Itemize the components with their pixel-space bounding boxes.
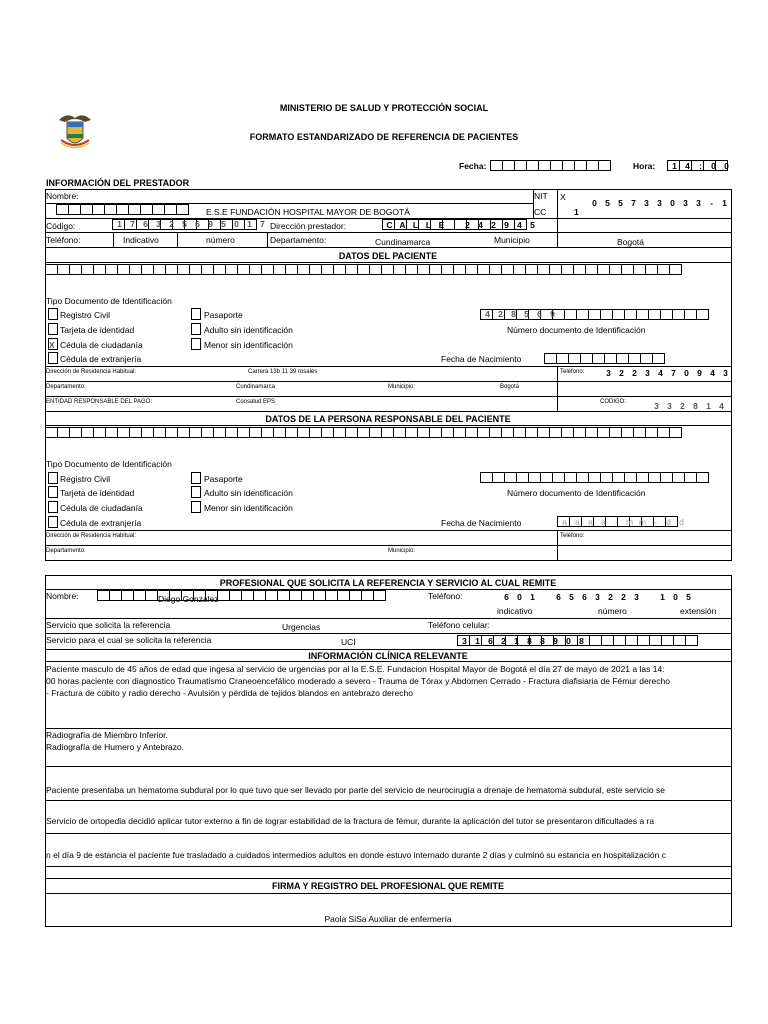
ministry-title: MINISTERIO DE SALUD Y PROTECCIÓN SOCIAL bbox=[279, 103, 489, 113]
numero-label: número bbox=[206, 235, 235, 245]
servicio-solicita-value: Urgencias bbox=[282, 622, 321, 632]
servicio-remite-label: Servicio para el cual se solicita la referencia bbox=[46, 635, 212, 645]
adulto-sin-id-label: Adulto sin identificación bbox=[204, 325, 293, 335]
resp-cedula-extranjeria-label: Cédula de extranjería bbox=[60, 518, 142, 528]
cedula-ciudadania-label: Cédula de ciudadanía bbox=[60, 340, 143, 350]
indicativo-label: Indicativo bbox=[123, 235, 159, 245]
paciente-municipio-label: Municipio: bbox=[388, 384, 416, 390]
cedula-extranjeria-checkbox[interactable] bbox=[48, 352, 58, 364]
paciente-residencia-value: Carrera 13b 11 39 rosales bbox=[248, 369, 318, 375]
paciente-codigo-label: CODIGO: bbox=[600, 399, 627, 405]
profesional-section-title: PROFESIONAL QUE SOLICITA LA REFERENCIA Y SERVICIO AL CUAL REMITE bbox=[219, 578, 557, 588]
prestador-nombre-label: Nombre: bbox=[46, 191, 79, 201]
resp-departamento-label: Departamento: bbox=[46, 548, 86, 554]
entidad-label: ENTIDAD RESPONSABLE DEL PAGO: bbox=[46, 399, 153, 405]
fecha-label: Fecha: bbox=[459, 161, 487, 171]
resp-registro-civil-checkbox[interactable] bbox=[48, 472, 58, 484]
resp-tarjeta-identidad-label: Tarjeta de identidad bbox=[60, 488, 135, 498]
paciente-doc-number-label: Número documento de Identificación bbox=[507, 325, 646, 335]
pasaporte-label: Pasaporte bbox=[204, 310, 243, 320]
estudios-line-2: Radiografía de Humero y Antebrazo. bbox=[46, 742, 184, 752]
resp-telefono-label: Teléfono: bbox=[560, 533, 585, 539]
resp-adulto-sin-id-label: Adulto sin identificación bbox=[204, 488, 293, 498]
tarjeta-identidad-label: Tarjeta de identidad bbox=[60, 325, 135, 335]
paciente-section-title: DATOS DEL PACIENTE bbox=[338, 251, 438, 261]
prof-telefono-label: Teléfono: bbox=[428, 591, 463, 601]
servicio-remite-value: UCI bbox=[341, 637, 356, 647]
servicio-solicita-label: Servicio que solicita la referencia bbox=[46, 620, 171, 630]
direccion-chars: C A L L E 2 4 2 9 4 5 bbox=[386, 220, 535, 230]
cc-digit: 1 bbox=[574, 207, 579, 217]
paciente-doc-digits: 4 2 8 5 6 9 bbox=[485, 309, 555, 319]
municipio-value: Bogotá bbox=[617, 237, 644, 247]
paciente-telefono-label: Teléfono: bbox=[560, 369, 585, 375]
evolucion-line-2: Servicio de ortopedia decidió aplicar tutor externo a fin de lograr estabilidad de la fractura de fémur, durante la aplicación del tutor se presentaron dificultades a ra bbox=[46, 816, 655, 826]
resp-fecha-nac-label: Fecha de Nacimiento bbox=[441, 518, 522, 528]
departamento-value: Cundinamarca bbox=[375, 237, 431, 247]
cedula-ciudadania-mark: X bbox=[49, 340, 55, 350]
resp-cedula-extranjeria-checkbox[interactable] bbox=[48, 516, 58, 528]
prestador-nombre-value: E.S.E FUNDACIÓN HOSPITAL MAYOR DE BOGOTÁ bbox=[206, 207, 410, 217]
resp-cedula-ciudadania-checkbox[interactable] bbox=[48, 501, 58, 513]
resp-fecha-placeholder: a a a a - m m - d d bbox=[562, 517, 684, 527]
paciente-nombre-grid[interactable] bbox=[46, 264, 682, 275]
registro-civil-checkbox[interactable] bbox=[48, 308, 58, 320]
resp-adulto-sin-id-checkbox[interactable] bbox=[191, 486, 201, 498]
menor-sin-id-checkbox[interactable] bbox=[191, 338, 201, 350]
resp-menor-sin-id-label: Menor sin identificación bbox=[204, 503, 293, 513]
resp-municipio-label: Municipio: bbox=[388, 548, 416, 554]
paciente-residencia-label: Dirección de Residencia Habitual: bbox=[46, 369, 137, 375]
resp-menor-sin-id-checkbox[interactable] bbox=[191, 501, 201, 513]
responsable-section-title: DATOS DE LA PERSONA RESPONSABLE DEL PACIENTE bbox=[265, 414, 511, 424]
paciente-departamento-value: Cundinamarca bbox=[236, 384, 276, 390]
paciente-tipo-doc-label: Tipo Documento de Identificación bbox=[46, 296, 172, 306]
resp-doc-grid[interactable] bbox=[481, 472, 709, 483]
prof-nombre-grid[interactable] bbox=[98, 590, 386, 601]
entidad-value: Coosalud EPS bbox=[236, 399, 276, 405]
resumen-line-2: 00 horas paciente con diagnostico Traumatismo Craneoencefálico moderado a severo - Trauma de Tórax y Abdomen Cerrado - Fractura diafisiaria de Fémur derecho bbox=[46, 676, 670, 686]
departamento-label: Departamento: bbox=[270, 235, 327, 245]
municipio-label: Municipio bbox=[494, 235, 530, 245]
firma-section-title: FIRMA Y REGISTRO DEL PROFESIONAL QUE REMITE bbox=[271, 881, 505, 891]
tarjeta-identidad-checkbox[interactable] bbox=[48, 323, 58, 335]
paciente-telefono-digits: 3 2 2 3 4 7 0 9 4 3 bbox=[606, 368, 728, 378]
prof-nombre-label: Nombre: bbox=[46, 591, 79, 601]
resp-cedula-ciudadania-label: Cédula de ciudadanía bbox=[60, 503, 143, 513]
prof-celular-label: Teléfono celular: bbox=[428, 620, 490, 630]
paciente-fecha-nac-label: Fecha de Nacimiento bbox=[441, 354, 522, 364]
paciente-departamento-label: Departamento: bbox=[46, 384, 86, 390]
nit-label: NIT bbox=[534, 191, 548, 201]
responsable-tipo-doc-label: Tipo Documento de Identificación bbox=[46, 459, 172, 469]
prof-numero-label: número bbox=[598, 606, 627, 616]
evolucion-line-3: n el día 9 de estancia el paciente fue trasladado a cuidados intermedios adultos en donde estuvo internado durante 2 días y culminó su estancia en hospitalización c bbox=[46, 850, 666, 860]
resp-tarjeta-identidad-checkbox[interactable] bbox=[48, 486, 58, 498]
resp-registro-civil-label: Registro Civil bbox=[60, 474, 111, 484]
adulto-sin-id-checkbox[interactable] bbox=[191, 323, 201, 335]
resumen-line-3: - Fractura de cúbito y radio derecho - Avulsión y pérdida de tejidos blandos en antebrazo derecho bbox=[46, 688, 413, 698]
prestador-section-title: INFORMACIÓN DEL PRESTADOR bbox=[46, 178, 190, 188]
firma-nombre: Paola SiSa Auxiliar de enfermería bbox=[324, 914, 452, 924]
nit-mark: X bbox=[560, 192, 566, 202]
paciente-codigo-digits: 3 3 2 8 1 4 bbox=[654, 401, 724, 411]
resp-doc-number-label: Número documento de Identificación bbox=[507, 488, 646, 498]
pasaporte-checkbox[interactable] bbox=[191, 308, 201, 320]
hora-digits: 1 4 : 0 0 bbox=[672, 161, 729, 171]
telefono-label: Teléfono: bbox=[46, 235, 81, 245]
cedula-extranjeria-label: Cédula de extranjería bbox=[60, 354, 142, 364]
resp-pasaporte-label: Pasaporte bbox=[204, 474, 243, 484]
cc-label: CC bbox=[534, 207, 547, 217]
nit-digits: 0 5 5 7 3 3 0 3 3 - 1 bbox=[592, 198, 727, 208]
resp-residencia-label: Dirección de Residencia Habitual: bbox=[46, 533, 137, 539]
responsable-nombre-grid[interactable] bbox=[46, 427, 682, 438]
resp-pasaporte-checkbox[interactable] bbox=[191, 472, 201, 484]
hora-label: Hora: bbox=[633, 161, 656, 171]
prestador-nombre-grid[interactable] bbox=[57, 204, 189, 215]
clinica-section-title: INFORMACIÓN CLÍNICA RELEVANTE bbox=[308, 651, 468, 661]
registro-civil-label: Registro Civil bbox=[60, 310, 111, 320]
fecha-grid[interactable] bbox=[491, 160, 611, 171]
direccion-prestador-label: Dirección prestador: bbox=[270, 221, 347, 231]
evolucion-line-1: Paciente presentaba un hematoma subdural por lo que tuvo que ser llevado por parte del servicio de neurocirugía a drenaje de hematoma subdural, este servicio se bbox=[46, 785, 665, 795]
codigo-digits: 1 7 6 3 2 5 6 9 5 0 1 7 bbox=[117, 219, 265, 229]
resumen-line-1: Paciente masculo de 45 años de edad que ingesa al servicio de urgencias por al la E.S.E. Fundacion Hospital Mayor de Bogotá el día 27 de mayo de 2021 a las 14: bbox=[46, 664, 665, 674]
prof-indicativo-label: indicativo bbox=[497, 606, 533, 616]
codigo-label: Código: bbox=[46, 221, 76, 231]
paciente-fecha-nac-grid[interactable] bbox=[545, 353, 665, 364]
menor-sin-id-label: Menor sin identificación bbox=[204, 340, 293, 350]
prof-nombre-value: Diego Gonzalez bbox=[158, 594, 219, 604]
prof-celular-digits: 3 1 6 2 1 8 8 9 0 8 bbox=[462, 636, 584, 646]
form-title: FORMATO ESTANDARIZADO DE REFERENCIA DE PACIENTES bbox=[249, 132, 519, 142]
prof-telefono-digits: 6 0 1 6 5 6 3 2 2 3 1 0 5 bbox=[504, 592, 691, 602]
estudios-line-1: Radiografía de Miembro Inferior. bbox=[46, 730, 168, 740]
prof-extension-label: extensión bbox=[680, 606, 717, 616]
paciente-municipio-value: Bogotá bbox=[500, 384, 520, 390]
